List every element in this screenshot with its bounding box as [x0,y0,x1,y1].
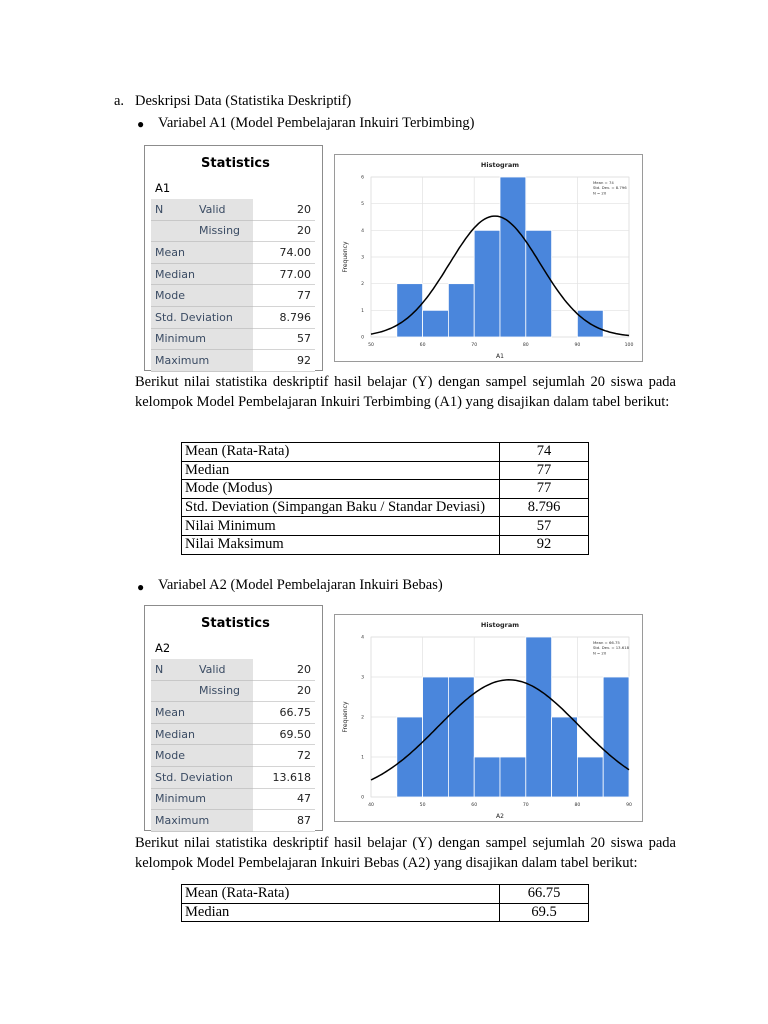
table-row [151,306,315,328]
table-row [182,535,589,554]
stats-sublabel: Missing [195,680,253,702]
summary-label: Nilai Maksimum [182,535,500,554]
histogram-bar [448,677,474,797]
stats-label: Std. Deviation [151,306,253,328]
x-axis-label: A1 [496,353,504,360]
table-row [151,242,315,264]
bullet-icon: ● [137,580,145,594]
stats-value: 92 [253,350,315,372]
paragraph-a2: Berikut nilai statistika deskriptif hasil belajar (Y) dengan sampel sejumlah 20 siswa pada kelompok Model Pembelajaran Inkuiri Bebas (A2) yang disajikan dalam tabel berikut: [135,835,676,871]
histogram-bar [500,757,526,797]
x-tick-label: 60 [419,343,426,348]
x-tick-label: 60 [471,803,478,808]
x-tick-label: 90 [626,803,632,808]
x-tick-label: 70 [471,343,478,348]
stats-value: 13.618 [253,766,315,788]
legend-text: Std. Dev. = 8.796 [593,185,627,191]
stats-label: Std. Deviation [151,766,253,788]
stats-label: Mode [151,745,253,767]
histogram-bar [397,284,423,337]
table-row [182,461,589,480]
summary-label: Nilai Minimum [182,517,500,536]
x-tick-label: 50 [368,343,374,348]
histogram-bar [603,677,629,797]
summary-label: Mode (Modus) [182,480,500,499]
summary-value: 69.5 [500,903,589,922]
y-tick-label: 0 [361,795,364,801]
y-tick-label: 4 [361,228,364,234]
stats-table-a2 [151,659,315,832]
stats-value: 72 [253,745,315,767]
stats-value: 20 [253,199,315,220]
histogram-a1 [334,154,643,362]
paragraph-a1: Berikut nilai statistika deskriptif hasil belajar (Y) dengan sampel sejumlah 20 siswa pada kelompok Model Pembelajaran Inkuiri Terbimbing (A1) yang disajikan dalam tabel berikut: [135,374,676,410]
stats-label: Minimum [151,328,253,350]
table-row [151,702,315,724]
stats-title: Statistics [201,156,270,171]
table-row [151,810,315,832]
y-tick-label: 0 [361,335,364,341]
table-row [151,328,315,350]
stats-value: 77 [253,285,315,307]
table-row [151,220,315,242]
stats-title: Statistics [201,616,270,631]
y-tick-label: 2 [361,282,364,288]
legend-text: N = 20 [593,650,607,656]
x-tick-label: 100 [624,343,634,348]
stats-label [151,680,195,702]
summary-value: 92 [500,535,589,554]
stats-value: 20 [253,680,315,702]
summary-label: Mean (Rata-Rata) [182,443,500,462]
table-row [182,480,589,499]
table-row [151,350,315,372]
summary-value: 74 [500,443,589,462]
bullet-icon: ● [137,117,145,131]
stats-label: N [151,659,195,680]
legend-text: Std. Dev. = 13.618 [593,645,630,651]
y-axis-label: Frequency [342,241,349,273]
y-axis-label: Frequency [342,701,349,733]
histogram-bar [423,310,449,337]
summary-value: 77 [500,480,589,499]
stats-label: Minimum [151,788,253,810]
histogram-a2-plot [335,615,642,821]
summary-value: 66.75 [500,885,589,904]
bullet-text-a2: Variabel A2 (Model Pembelajaran Inkuiri Bebas) [158,577,443,593]
stats-value: 20 [253,220,315,242]
stats-value: 87 [253,810,315,832]
table-row [182,443,589,462]
section-heading: Deskripsi Data (Statistika Deskriptif) [135,93,352,109]
table-row [151,766,315,788]
stats-value: 20 [253,659,315,680]
legend-text: Mean = 74 [593,180,614,185]
stats-label [151,220,195,242]
stats-value: 47 [253,788,315,810]
table-row [151,659,315,680]
y-tick-label: 5 [361,202,364,208]
table-row [182,885,589,904]
table-row [182,517,589,536]
histogram-bar [526,637,552,797]
summary-table-a2 [181,884,589,922]
stats-value: 77.00 [253,263,315,285]
summary-label: Median [182,903,500,922]
stats-table-a1 [151,199,315,372]
summary-value: 8.796 [500,498,589,517]
table-row [182,498,589,517]
y-tick-label: 2 [361,715,364,721]
x-tick-label: 80 [574,803,581,808]
stats-label: Mode [151,285,253,307]
x-tick-label: 50 [419,803,426,808]
stats-value: 74.00 [253,242,315,264]
summary-label: Median [182,461,500,480]
y-tick-label: 4 [361,635,364,641]
table-row [151,680,315,702]
stats-label: Median [151,723,253,745]
stats-value: 69.50 [253,723,315,745]
histogram-a2 [334,614,643,822]
chart-title: Histogram [480,161,520,169]
summary-label: Mean (Rata-Rata) [182,885,500,904]
x-axis-label: A2 [496,813,504,820]
histogram-bar [397,717,423,797]
table-row [151,263,315,285]
summary-table-a1 [181,442,589,555]
summary-value: 57 [500,517,589,536]
stats-sublabel: Missing [195,220,253,242]
histogram-bar [448,284,474,337]
table-row [182,903,589,922]
bullet-text-a1: Variabel A1 (Model Pembelajaran Inkuiri Terbimbing) [158,115,475,131]
histogram-bar [500,177,526,337]
spss-statistics-a2 [144,605,323,831]
stats-label: Mean [151,242,253,264]
y-tick-label: 6 [361,175,364,181]
histogram-bar [577,757,603,797]
y-tick-label: 1 [361,308,364,314]
stats-sublabel: Valid [195,199,253,220]
summary-value: 77 [500,461,589,480]
table-row [151,285,315,307]
stats-value: 57 [253,328,315,350]
y-tick-label: 3 [361,675,364,681]
y-tick-label: 3 [361,255,364,261]
spss-statistics-a1 [144,145,323,371]
list-marker: a. [114,93,125,109]
stats-value: 66.75 [253,702,315,724]
histogram-bar [474,757,500,797]
histogram-bar [423,677,449,797]
table-row [151,199,315,220]
legend-text: N = 20 [593,190,607,196]
table-row [151,723,315,745]
stats-label: N [151,199,195,220]
y-tick-label: 1 [361,755,364,761]
chart-title: Histogram [480,621,520,629]
stats-label: Maximum [151,810,253,832]
legend-text: Mean = 66.75 [593,640,620,645]
stats-sublabel: Valid [195,659,253,680]
summary-label: Std. Deviation (Simpangan Baku / Standar Deviasi) [182,498,500,517]
x-tick-label: 40 [368,803,374,808]
histogram-bar [552,717,578,797]
stats-variable: A1 [155,181,171,195]
stats-label: Mean [151,702,253,724]
x-tick-label: 80 [522,343,529,348]
table-row [151,745,315,767]
histogram-a1-plot [335,155,642,361]
x-tick-label: 70 [522,803,529,808]
stats-variable: A2 [155,641,171,655]
stats-value: 8.796 [253,306,315,328]
stats-label: Median [151,263,253,285]
table-row [151,788,315,810]
histogram-bar [474,230,500,337]
stats-label: Maximum [151,350,253,372]
x-tick-label: 90 [574,343,581,348]
